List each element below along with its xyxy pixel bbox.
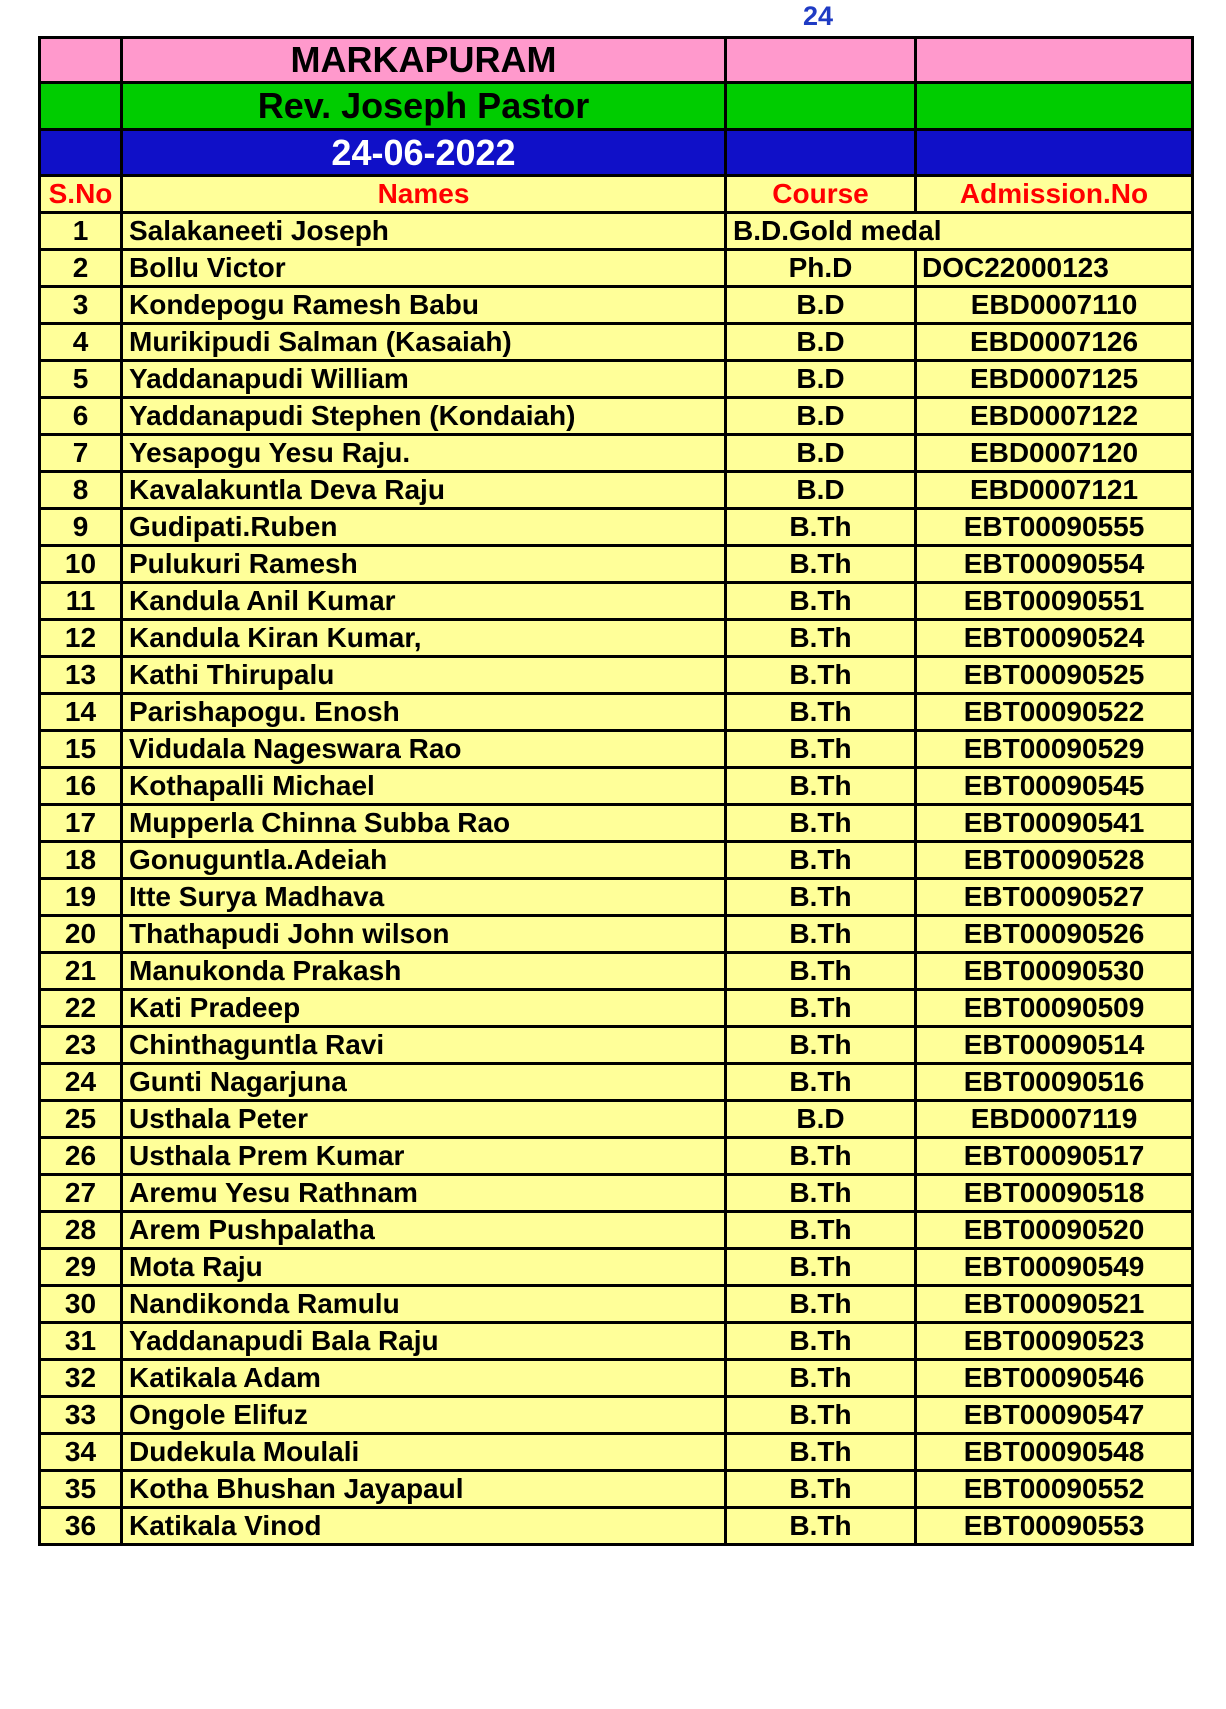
row-admission-no: EBT00090552: [916, 1471, 1193, 1508]
row-sno: 27: [40, 1175, 122, 1212]
row-course: B.Th: [726, 1397, 916, 1434]
row-sno: 33: [40, 1397, 122, 1434]
row-sno: 17: [40, 805, 122, 842]
row-name: Kondepogu Ramesh Babu: [122, 287, 726, 324]
row-course: B.Th: [726, 1323, 916, 1360]
table-row: [40, 879, 1193, 916]
table-row: [40, 583, 1193, 620]
row-admission-no: EBT00090514: [916, 1027, 1193, 1064]
table-row: [40, 657, 1193, 694]
row-admission-no: EBT00090554: [916, 546, 1193, 583]
row-course: B.Th: [726, 657, 916, 694]
row-course: B.Th: [726, 1249, 916, 1286]
row-course: B.Th: [726, 583, 916, 620]
row-name: Gunti Nagarjuna: [122, 1064, 726, 1101]
row-course: B.D: [726, 1101, 916, 1138]
row-course: B.Th: [726, 879, 916, 916]
row-course: B.Th: [726, 1175, 916, 1212]
table-row: [40, 250, 1193, 287]
row-admission-no: EBT00090527: [916, 879, 1193, 916]
table-row: [40, 361, 1193, 398]
table-row: [40, 1138, 1193, 1175]
header-blank-cell: [916, 38, 1193, 83]
row-admission-no: EBT00090545: [916, 768, 1193, 805]
row-sno: 19: [40, 879, 122, 916]
row-sno: 29: [40, 1249, 122, 1286]
row-name: Katikala Adam: [122, 1360, 726, 1397]
row-admission-no: EBT00090523: [916, 1323, 1193, 1360]
row-course: B.Th: [726, 768, 916, 805]
row-name: Murikipudi Salman (Kasaiah): [122, 324, 726, 361]
table-row: [40, 990, 1193, 1027]
table-row: [40, 731, 1193, 768]
row-sno: 16: [40, 768, 122, 805]
row-admission-no: EBT00090516: [916, 1064, 1193, 1101]
row-course: B.D.Gold medal: [726, 213, 1193, 250]
table-row: [40, 1249, 1193, 1286]
row-admission-no: EBT00090528: [916, 842, 1193, 879]
table-row: [40, 1027, 1193, 1064]
row-course: Ph.D: [726, 250, 916, 287]
row-admission-no: EBT00090549: [916, 1249, 1193, 1286]
row-admission-no: EBT00090522: [916, 694, 1193, 731]
row-name: Thathapudi John wilson: [122, 916, 726, 953]
row-course: B.Th: [726, 731, 916, 768]
row-name: Aremu Yesu Rathnam: [122, 1175, 726, 1212]
row-course: B.D: [726, 324, 916, 361]
table-row: [40, 1064, 1193, 1101]
row-sno: 35: [40, 1471, 122, 1508]
row-sno: 13: [40, 657, 122, 694]
row-name: Kavalakuntla Deva Raju: [122, 472, 726, 509]
row-course: B.Th: [726, 990, 916, 1027]
row-name: Yaddanapudi Bala Raju: [122, 1323, 726, 1360]
table-row: [40, 768, 1193, 805]
row-admission-no: EBD0007125: [916, 361, 1193, 398]
table-row: [40, 1508, 1193, 1545]
header-blank-cell: [40, 38, 122, 83]
row-admission-no: EBD0007120: [916, 435, 1193, 472]
row-admission-no: EBD0007126: [916, 324, 1193, 361]
row-name: Mupperla Chinna Subba Rao: [122, 805, 726, 842]
date-title: 24-06-2022: [122, 130, 726, 176]
table-row: [40, 324, 1193, 361]
row-course: B.Th: [726, 1212, 916, 1249]
row-course: B.Th: [726, 805, 916, 842]
table-row: [40, 1212, 1193, 1249]
column-header-course: Course: [726, 176, 916, 213]
row-sno: 1: [40, 213, 122, 250]
row-course: B.Th: [726, 1360, 916, 1397]
table-row: [40, 1471, 1193, 1508]
table-row: [40, 1397, 1193, 1434]
row-course: B.D: [726, 398, 916, 435]
header-blank-cell: [726, 130, 916, 176]
row-sno: 5: [40, 361, 122, 398]
row-admission-no: EBT00090525: [916, 657, 1193, 694]
table-row: [40, 1323, 1193, 1360]
row-name: Ongole Elifuz: [122, 1397, 726, 1434]
row-sno: 26: [40, 1138, 122, 1175]
row-admission-no: EBT00090526: [916, 916, 1193, 953]
header-blank-cell: [916, 83, 1193, 130]
row-course: B.Th: [726, 546, 916, 583]
table-row: [40, 1434, 1193, 1471]
row-name: Usthala Prem Kumar: [122, 1138, 726, 1175]
row-sno: 28: [40, 1212, 122, 1249]
row-name: Itte Surya Madhava: [122, 879, 726, 916]
row-sno: 22: [40, 990, 122, 1027]
row-name: Yaddanapudi William: [122, 361, 726, 398]
row-sno: 3: [40, 287, 122, 324]
row-name: Usthala Peter: [122, 1101, 726, 1138]
row-admission-no: EBD0007110: [916, 287, 1193, 324]
header-place-row: [40, 38, 1193, 83]
row-sno: 18: [40, 842, 122, 879]
table-row: [40, 546, 1193, 583]
row-sno: 4: [40, 324, 122, 361]
row-admission-no: EBT00090547: [916, 1397, 1193, 1434]
row-sno: 11: [40, 583, 122, 620]
column-header-names: Names: [122, 176, 726, 213]
row-admission-no: EBT00090521: [916, 1286, 1193, 1323]
row-name: Kothapalli Michael: [122, 768, 726, 805]
row-sno: 8: [40, 472, 122, 509]
table-row: [40, 509, 1193, 546]
row-name: Kotha Bhushan Jayapaul: [122, 1471, 726, 1508]
row-sno: 15: [40, 731, 122, 768]
row-admission-no: EBT00090541: [916, 805, 1193, 842]
table-row: [40, 472, 1193, 509]
row-name: Vidudala Nageswara Rao: [122, 731, 726, 768]
student-table: [38, 36, 1194, 1546]
table-row: [40, 620, 1193, 657]
row-admission-no: EBD0007122: [916, 398, 1193, 435]
row-name: Dudekula Moulali: [122, 1434, 726, 1471]
row-course: B.Th: [726, 953, 916, 990]
row-name: Arem Pushpalatha: [122, 1212, 726, 1249]
row-course: B.D: [726, 361, 916, 398]
row-sno: 23: [40, 1027, 122, 1064]
row-name: Pulukuri Ramesh: [122, 546, 726, 583]
table-row: [40, 1286, 1193, 1323]
row-sno: 34: [40, 1434, 122, 1471]
table-row: [40, 805, 1193, 842]
row-course: B.D: [726, 287, 916, 324]
row-name: Chinthaguntla Ravi: [122, 1027, 726, 1064]
row-name: Kati Pradeep: [122, 990, 726, 1027]
row-course: B.Th: [726, 916, 916, 953]
table-row: [40, 435, 1193, 472]
row-name: Kandula Kiran Kumar,: [122, 620, 726, 657]
row-admission-no: EBT00090518: [916, 1175, 1193, 1212]
row-name: Nandikonda Ramulu: [122, 1286, 726, 1323]
row-admission-no: EBT00090551: [916, 583, 1193, 620]
row-sno: 31: [40, 1323, 122, 1360]
table-row: [40, 287, 1193, 324]
row-admission-no: EBT00090546: [916, 1360, 1193, 1397]
row-name: Kathi Thirupalu: [122, 657, 726, 694]
row-sno: 14: [40, 694, 122, 731]
row-sno: 10: [40, 546, 122, 583]
column-header-admission: Admission.No: [916, 176, 1193, 213]
row-sno: 9: [40, 509, 122, 546]
row-name: Kandula Anil Kumar: [122, 583, 726, 620]
row-name: Katikala Vinod: [122, 1508, 726, 1545]
row-admission-no: EBT00090553: [916, 1508, 1193, 1545]
row-sno: 7: [40, 435, 122, 472]
row-course: B.Th: [726, 1027, 916, 1064]
row-admission-no: EBT00090555: [916, 509, 1193, 546]
row-sno: 21: [40, 953, 122, 990]
row-admission-no: EBD0007119: [916, 1101, 1193, 1138]
row-name: Bollu Victor: [122, 250, 726, 287]
header-pastor-row: [40, 83, 1193, 130]
row-course: B.D: [726, 472, 916, 509]
row-sno: 32: [40, 1360, 122, 1397]
row-admission-no: DOC22000123: [916, 250, 1193, 287]
table-body: [40, 38, 1193, 1545]
row-admission-no: EBT00090530: [916, 953, 1193, 990]
row-admission-no: EBT00090509: [916, 990, 1193, 1027]
row-course: B.Th: [726, 509, 916, 546]
header-blank-cell: [726, 83, 916, 130]
row-sno: 20: [40, 916, 122, 953]
table-row: [40, 842, 1193, 879]
row-course: B.Th: [726, 1286, 916, 1323]
row-name: Gonuguntla.Adeiah: [122, 842, 726, 879]
header-blank-cell: [40, 83, 122, 130]
row-sno: 24: [40, 1064, 122, 1101]
row-course: B.Th: [726, 1508, 916, 1545]
row-name: Manukonda Prakash: [122, 953, 726, 990]
row-name: Salakaneeti Joseph: [122, 213, 726, 250]
row-sno: 30: [40, 1286, 122, 1323]
table-row: [40, 694, 1193, 731]
table-row: [40, 1175, 1193, 1212]
row-name: Mota Raju: [122, 1249, 726, 1286]
row-admission-no: EBT00090524: [916, 620, 1193, 657]
row-sno: 6: [40, 398, 122, 435]
header-blank-cell: [40, 130, 122, 176]
row-course: B.Th: [726, 1471, 916, 1508]
table-row: [40, 953, 1193, 990]
header-blank-cell: [726, 38, 916, 83]
header-blank-cell: [916, 130, 1193, 176]
row-course: B.Th: [726, 1064, 916, 1101]
row-admission-no: EBT00090517: [916, 1138, 1193, 1175]
row-course: B.Th: [726, 842, 916, 879]
column-header-row: [40, 176, 1193, 213]
table-row: [40, 398, 1193, 435]
row-course: B.Th: [726, 694, 916, 731]
row-admission-no: EBT00090520: [916, 1212, 1193, 1249]
row-name: Gudipati.Ruben: [122, 509, 726, 546]
page-number: 24: [802, 1, 834, 31]
row-name: Yesapogu Yesu Raju.: [122, 435, 726, 472]
row-admission-no: EBD0007121: [916, 472, 1193, 509]
row-admission-no: EBT00090548: [916, 1434, 1193, 1471]
column-header-sno: S.No: [40, 176, 122, 213]
row-sno: 2: [40, 250, 122, 287]
table-row: [40, 1101, 1193, 1138]
table-row: [40, 1360, 1193, 1397]
row-course: B.Th: [726, 1434, 916, 1471]
pastor-title: Rev. Joseph Pastor: [122, 83, 726, 130]
row-sno: 12: [40, 620, 122, 657]
row-sno: 36: [40, 1508, 122, 1545]
row-course: B.Th: [726, 1138, 916, 1175]
header-date-row: [40, 130, 1193, 176]
row-name: Yaddanapudi Stephen (Kondaiah): [122, 398, 726, 435]
row-course: B.D: [726, 435, 916, 472]
place-title: MARKAPURAM: [122, 38, 726, 83]
row-name: Parishapogu. Enosh: [122, 694, 726, 731]
row-admission-no: EBT00090529: [916, 731, 1193, 768]
table-row: [40, 916, 1193, 953]
row-sno: 25: [40, 1101, 122, 1138]
row-course: B.Th: [726, 620, 916, 657]
table-row: [40, 213, 1193, 250]
